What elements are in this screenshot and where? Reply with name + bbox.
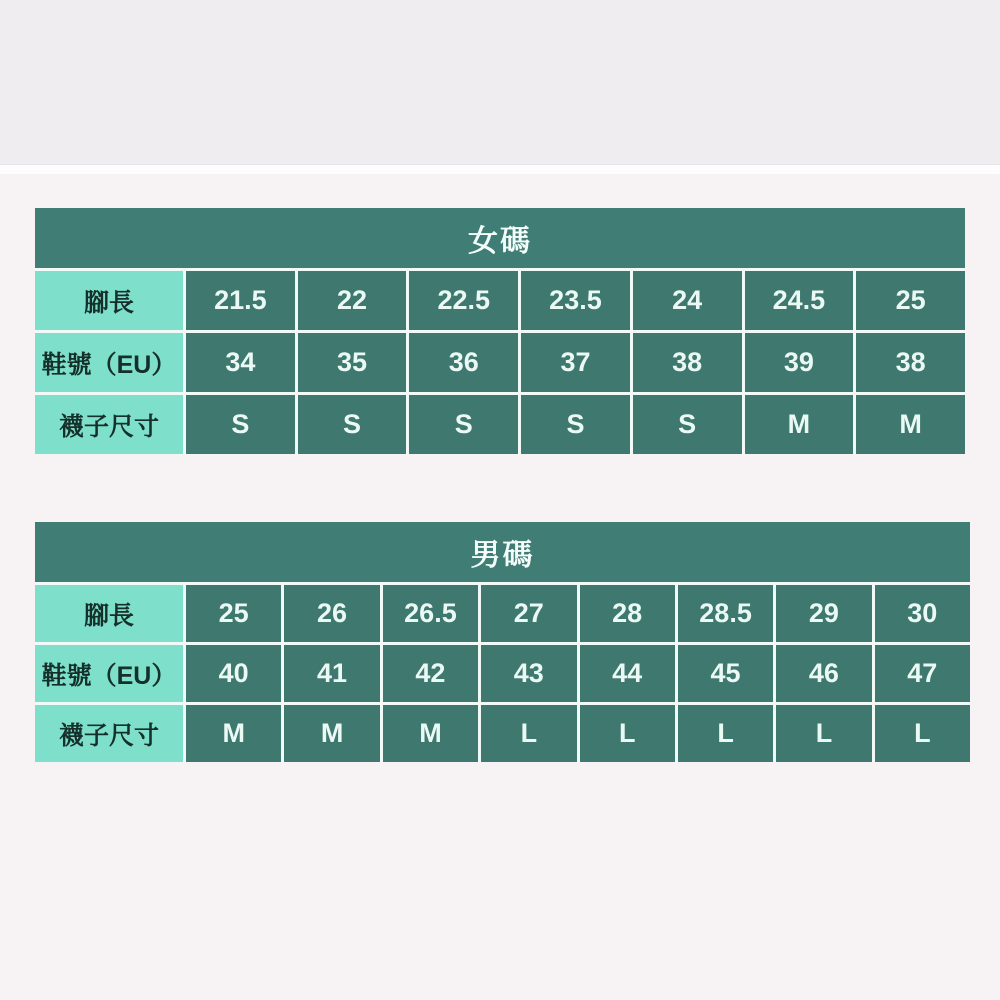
size-value-cell: M <box>281 702 379 762</box>
size-value-cell: 42 <box>380 642 478 702</box>
size-value-cell: 26 <box>281 582 379 642</box>
row-label: 鞋號（EU） <box>35 642 183 702</box>
size-value-cell: S <box>630 392 742 454</box>
size-value-cell: M <box>742 392 854 454</box>
size-value-cell: 35 <box>295 330 407 392</box>
size-value-cell: 47 <box>872 642 970 702</box>
size-value-cell: 46 <box>773 642 871 702</box>
size-value-cell: 28 <box>577 582 675 642</box>
size-value-cell: 43 <box>478 642 576 702</box>
size-value-cell: 21.5 <box>183 268 295 330</box>
size-value-cell: S <box>406 392 518 454</box>
size-value-cell: 38 <box>853 330 965 392</box>
size-value-cell: 24.5 <box>742 268 854 330</box>
top-margin-area <box>0 0 1000 164</box>
size-value-cell: 38 <box>630 330 742 392</box>
mens-size-table <box>35 522 970 762</box>
size-value-cell: 36 <box>406 330 518 392</box>
size-value-cell: L <box>773 702 871 762</box>
size-value-cell: 23.5 <box>518 268 630 330</box>
table-title: 男碼 <box>35 522 970 582</box>
size-value-cell: 24 <box>630 268 742 330</box>
row-label: 鞋號（EU） <box>35 330 183 392</box>
size-value-cell: L <box>577 702 675 762</box>
size-value-cell: 28.5 <box>675 582 773 642</box>
size-value-cell: 27 <box>478 582 576 642</box>
table-title: 女碼 <box>35 208 965 268</box>
size-value-cell: 34 <box>183 330 295 392</box>
size-value-cell: L <box>675 702 773 762</box>
size-value-cell: L <box>872 702 970 762</box>
size-value-cell: S <box>183 392 295 454</box>
size-value-cell: 25 <box>183 582 281 642</box>
size-value-cell: 22 <box>295 268 407 330</box>
size-value-cell: L <box>478 702 576 762</box>
size-value-cell: 45 <box>675 642 773 702</box>
size-value-cell: 41 <box>281 642 379 702</box>
size-value-cell: 25 <box>853 268 965 330</box>
size-value-cell: 37 <box>518 330 630 392</box>
size-value-cell: M <box>183 702 281 762</box>
row-label: 襪子尺寸 <box>35 702 183 762</box>
size-value-cell: M <box>853 392 965 454</box>
size-value-cell: S <box>518 392 630 454</box>
row-label: 襪子尺寸 <box>35 392 183 454</box>
size-value-cell: 30 <box>872 582 970 642</box>
size-value-cell: M <box>380 702 478 762</box>
size-value-cell: 40 <box>183 642 281 702</box>
size-value-cell: 29 <box>773 582 871 642</box>
size-value-cell: 39 <box>742 330 854 392</box>
row-label: 腳長 <box>35 582 183 642</box>
size-value-cell: 26.5 <box>380 582 478 642</box>
size-value-cell: 44 <box>577 642 675 702</box>
row-label: 腳長 <box>35 268 183 330</box>
womens-size-table <box>35 208 965 454</box>
size-value-cell: S <box>295 392 407 454</box>
divider-line <box>0 164 1000 174</box>
size-value-cell: 22.5 <box>406 268 518 330</box>
